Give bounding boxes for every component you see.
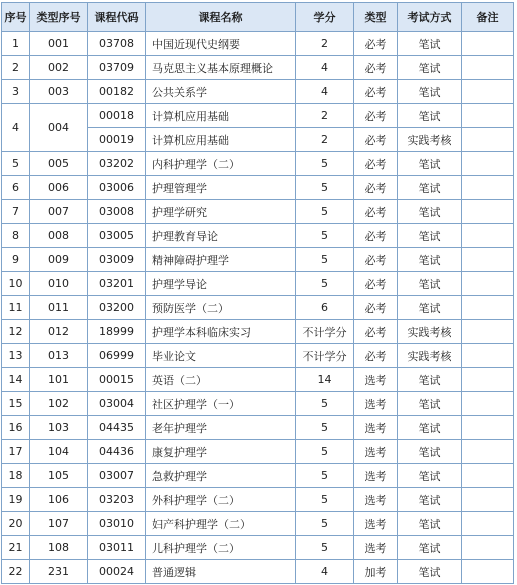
cell-course-code: 18999 — [88, 320, 146, 344]
cell-course-name: 计算机应用基础 — [146, 104, 296, 128]
table-row — [2, 152, 514, 176]
cell-type: 加考 — [354, 560, 398, 584]
cell-exam-method: 笔试 — [398, 464, 462, 488]
cell-credit: 5 — [296, 200, 354, 224]
cell-credit: 5 — [296, 512, 354, 536]
cell-course-name: 护理学本科临床实习 — [146, 320, 296, 344]
cell-type: 选考 — [354, 368, 398, 392]
cell-type-seq: 001 — [30, 32, 88, 56]
cell-credit: 5 — [296, 440, 354, 464]
cell-course-code: 00182 — [88, 80, 146, 104]
table-row — [2, 440, 514, 464]
cell-type-seq: 231 — [30, 560, 88, 584]
cell-note — [462, 512, 514, 536]
cell-seq: 7 — [2, 200, 30, 224]
table-row — [2, 272, 514, 296]
cell-exam-method: 笔试 — [398, 80, 462, 104]
cell-course-code: 03709 — [88, 56, 146, 80]
cell-credit: 5 — [296, 536, 354, 560]
cell-course-name: 预防医学（二） — [146, 296, 296, 320]
cell-exam-method: 笔试 — [398, 416, 462, 440]
cell-course-name: 护理学研究 — [146, 200, 296, 224]
table-row — [2, 416, 514, 440]
cell-course-name: 社区护理学（一） — [146, 392, 296, 416]
cell-seq: 13 — [2, 344, 30, 368]
cell-seq: 20 — [2, 512, 30, 536]
cell-type: 选考 — [354, 416, 398, 440]
cell-seq: 3 — [2, 80, 30, 104]
cell-credit: 5 — [296, 464, 354, 488]
cell-exam-method: 笔试 — [398, 176, 462, 200]
cell-seq: 2 — [2, 56, 30, 80]
cell-course-code: 06999 — [88, 344, 146, 368]
cell-type-seq: 108 — [30, 536, 88, 560]
cell-type-seq: 004 — [30, 104, 88, 152]
cell-exam-method: 笔试 — [398, 248, 462, 272]
cell-course-code: 03202 — [88, 152, 146, 176]
cell-type: 必考 — [354, 152, 398, 176]
table-row — [2, 248, 514, 272]
cell-course-code: 04435 — [88, 416, 146, 440]
cell-note — [462, 128, 514, 152]
cell-type: 必考 — [354, 344, 398, 368]
table-row — [2, 80, 514, 104]
cell-credit: 4 — [296, 560, 354, 584]
cell-type-seq: 013 — [30, 344, 88, 368]
cell-credit: 5 — [296, 272, 354, 296]
cell-seq: 4 — [2, 104, 30, 152]
cell-type: 必考 — [354, 56, 398, 80]
cell-note — [462, 224, 514, 248]
cell-type: 必考 — [354, 80, 398, 104]
cell-note — [462, 104, 514, 128]
cell-course-code: 00018 — [88, 104, 146, 128]
table-row — [2, 296, 514, 320]
table-row — [2, 104, 514, 128]
cell-exam-method: 笔试 — [398, 272, 462, 296]
cell-type: 选考 — [354, 488, 398, 512]
cell-seq: 1 — [2, 32, 30, 56]
cell-credit: 2 — [296, 104, 354, 128]
header-course-name: 课程名称 — [146, 3, 296, 32]
cell-exam-method: 笔试 — [398, 512, 462, 536]
cell-note — [462, 440, 514, 464]
cell-credit: 6 — [296, 296, 354, 320]
cell-course-code: 00024 — [88, 560, 146, 584]
cell-type: 选考 — [354, 392, 398, 416]
cell-course-code: 03200 — [88, 296, 146, 320]
cell-course-name: 护理管理学 — [146, 176, 296, 200]
cell-note — [462, 488, 514, 512]
table-row — [2, 368, 514, 392]
cell-seq: 5 — [2, 152, 30, 176]
table-row — [2, 392, 514, 416]
header-type: 类型 — [354, 3, 398, 32]
cell-course-name: 急救护理学 — [146, 464, 296, 488]
cell-type: 必考 — [354, 104, 398, 128]
cell-exam-method: 笔试 — [398, 56, 462, 80]
cell-note — [462, 32, 514, 56]
cell-note — [462, 464, 514, 488]
cell-seq: 19 — [2, 488, 30, 512]
cell-type: 必考 — [354, 224, 398, 248]
cell-exam-method: 实践考核 — [398, 128, 462, 152]
cell-credit: 5 — [296, 488, 354, 512]
table-body — [2, 32, 514, 584]
cell-note — [462, 56, 514, 80]
cell-credit: 2 — [296, 32, 354, 56]
header-type-seq: 类型序号 — [30, 3, 88, 32]
cell-exam-method: 笔试 — [398, 200, 462, 224]
cell-credit: 5 — [296, 392, 354, 416]
cell-note — [462, 152, 514, 176]
cell-exam-method: 笔试 — [398, 368, 462, 392]
cell-type: 选考 — [354, 464, 398, 488]
cell-type: 必考 — [354, 176, 398, 200]
cell-exam-method: 笔试 — [398, 224, 462, 248]
cell-course-name: 精神障碍护理学 — [146, 248, 296, 272]
cell-credit: 5 — [296, 152, 354, 176]
cell-exam-method: 实践考核 — [398, 344, 462, 368]
cell-exam-method: 笔试 — [398, 152, 462, 176]
course-table — [1, 2, 514, 584]
cell-seq: 10 — [2, 272, 30, 296]
cell-course-name: 内科护理学（二） — [146, 152, 296, 176]
cell-course-name: 马克思主义基本原理概论 — [146, 56, 296, 80]
cell-type: 选考 — [354, 440, 398, 464]
cell-course-name: 计算机应用基础 — [146, 128, 296, 152]
cell-course-name: 护理学导论 — [146, 272, 296, 296]
header-exam-method: 考试方式 — [398, 3, 462, 32]
cell-credit: 5 — [296, 176, 354, 200]
cell-credit: 5 — [296, 248, 354, 272]
header-course-code: 课程代码 — [88, 3, 146, 32]
cell-course-name: 妇产科护理学（二） — [146, 512, 296, 536]
cell-type-seq: 103 — [30, 416, 88, 440]
cell-exam-method: 笔试 — [398, 440, 462, 464]
cell-course-code: 03203 — [88, 488, 146, 512]
cell-note — [462, 272, 514, 296]
cell-exam-method: 实践考核 — [398, 320, 462, 344]
cell-type-seq: 009 — [30, 248, 88, 272]
cell-course-name: 护理教育导论 — [146, 224, 296, 248]
cell-type-seq: 006 — [30, 176, 88, 200]
cell-type: 必考 — [354, 32, 398, 56]
cell-note — [462, 176, 514, 200]
cell-seq: 18 — [2, 464, 30, 488]
cell-type-seq: 101 — [30, 368, 88, 392]
cell-type-seq: 106 — [30, 488, 88, 512]
cell-course-name: 儿科护理学（二） — [146, 536, 296, 560]
table-row — [2, 200, 514, 224]
cell-credit: 14 — [296, 368, 354, 392]
cell-type: 必考 — [354, 248, 398, 272]
cell-type-seq: 010 — [30, 272, 88, 296]
cell-exam-method: 笔试 — [398, 560, 462, 584]
cell-exam-method: 笔试 — [398, 536, 462, 560]
cell-course-code: 03201 — [88, 272, 146, 296]
cell-course-code: 03004 — [88, 392, 146, 416]
cell-credit: 4 — [296, 80, 354, 104]
table-header-row — [2, 3, 514, 32]
cell-course-name: 老年护理学 — [146, 416, 296, 440]
cell-seq: 11 — [2, 296, 30, 320]
cell-course-code: 04436 — [88, 440, 146, 464]
cell-note — [462, 296, 514, 320]
cell-credit: 5 — [296, 416, 354, 440]
cell-type: 必考 — [354, 296, 398, 320]
table-row — [2, 32, 514, 56]
cell-type-seq: 102 — [30, 392, 88, 416]
cell-note — [462, 248, 514, 272]
cell-credit: 5 — [296, 224, 354, 248]
table-row — [2, 488, 514, 512]
cell-course-name: 毕业论文 — [146, 344, 296, 368]
cell-course-name: 公共关系学 — [146, 80, 296, 104]
cell-type: 选考 — [354, 536, 398, 560]
cell-type-seq: 008 — [30, 224, 88, 248]
cell-credit: 2 — [296, 128, 354, 152]
cell-note — [462, 80, 514, 104]
table-row — [2, 176, 514, 200]
cell-exam-method: 笔试 — [398, 392, 462, 416]
cell-note — [462, 368, 514, 392]
cell-credit: 不计学分 — [296, 344, 354, 368]
cell-type-seq: 005 — [30, 152, 88, 176]
table-row — [2, 560, 514, 584]
cell-type-seq: 011 — [30, 296, 88, 320]
cell-seq: 21 — [2, 536, 30, 560]
cell-course-code: 03708 — [88, 32, 146, 56]
cell-course-name: 英语（二） — [146, 368, 296, 392]
cell-note — [462, 200, 514, 224]
cell-course-code: 03010 — [88, 512, 146, 536]
cell-type-seq: 104 — [30, 440, 88, 464]
cell-seq: 15 — [2, 392, 30, 416]
table-row — [2, 344, 514, 368]
cell-exam-method: 笔试 — [398, 488, 462, 512]
cell-credit: 4 — [296, 56, 354, 80]
cell-note — [462, 320, 514, 344]
cell-note — [462, 392, 514, 416]
header-credit: 学分 — [296, 3, 354, 32]
cell-type: 必考 — [354, 320, 398, 344]
cell-note — [462, 344, 514, 368]
cell-course-name: 康复护理学 — [146, 440, 296, 464]
cell-course-code: 00015 — [88, 368, 146, 392]
cell-course-code: 03007 — [88, 464, 146, 488]
cell-seq: 22 — [2, 560, 30, 584]
cell-type-seq: 107 — [30, 512, 88, 536]
cell-course-code: 03005 — [88, 224, 146, 248]
cell-exam-method: 笔试 — [398, 32, 462, 56]
table-row — [2, 512, 514, 536]
cell-course-code: 03011 — [88, 536, 146, 560]
cell-seq: 16 — [2, 416, 30, 440]
cell-note — [462, 416, 514, 440]
table-row — [2, 320, 514, 344]
cell-exam-method: 笔试 — [398, 296, 462, 320]
cell-note — [462, 560, 514, 584]
cell-course-code: 03009 — [88, 248, 146, 272]
header-note: 备注 — [462, 3, 514, 32]
cell-type-seq: 007 — [30, 200, 88, 224]
cell-seq: 17 — [2, 440, 30, 464]
cell-seq: 14 — [2, 368, 30, 392]
table-row — [2, 464, 514, 488]
cell-type: 必考 — [354, 200, 398, 224]
cell-seq: 6 — [2, 176, 30, 200]
cell-type-seq: 002 — [30, 56, 88, 80]
cell-course-name: 中国近现代史纲要 — [146, 32, 296, 56]
cell-type-seq: 105 — [30, 464, 88, 488]
cell-note — [462, 536, 514, 560]
cell-course-name: 普通逻辑 — [146, 560, 296, 584]
cell-type-seq: 003 — [30, 80, 88, 104]
cell-course-code: 00019 — [88, 128, 146, 152]
cell-type-seq: 012 — [30, 320, 88, 344]
header-seq: 序号 — [2, 3, 30, 32]
table-row — [2, 536, 514, 560]
cell-type: 必考 — [354, 272, 398, 296]
cell-course-code: 03008 — [88, 200, 146, 224]
cell-credit: 不计学分 — [296, 320, 354, 344]
table-row — [2, 56, 514, 80]
cell-seq: 9 — [2, 248, 30, 272]
cell-seq: 12 — [2, 320, 30, 344]
cell-exam-method: 笔试 — [398, 104, 462, 128]
cell-course-name: 外科护理学（二） — [146, 488, 296, 512]
cell-type: 选考 — [354, 512, 398, 536]
cell-course-code: 03006 — [88, 176, 146, 200]
table-row — [2, 224, 514, 248]
cell-type: 必考 — [354, 128, 398, 152]
cell-seq: 8 — [2, 224, 30, 248]
